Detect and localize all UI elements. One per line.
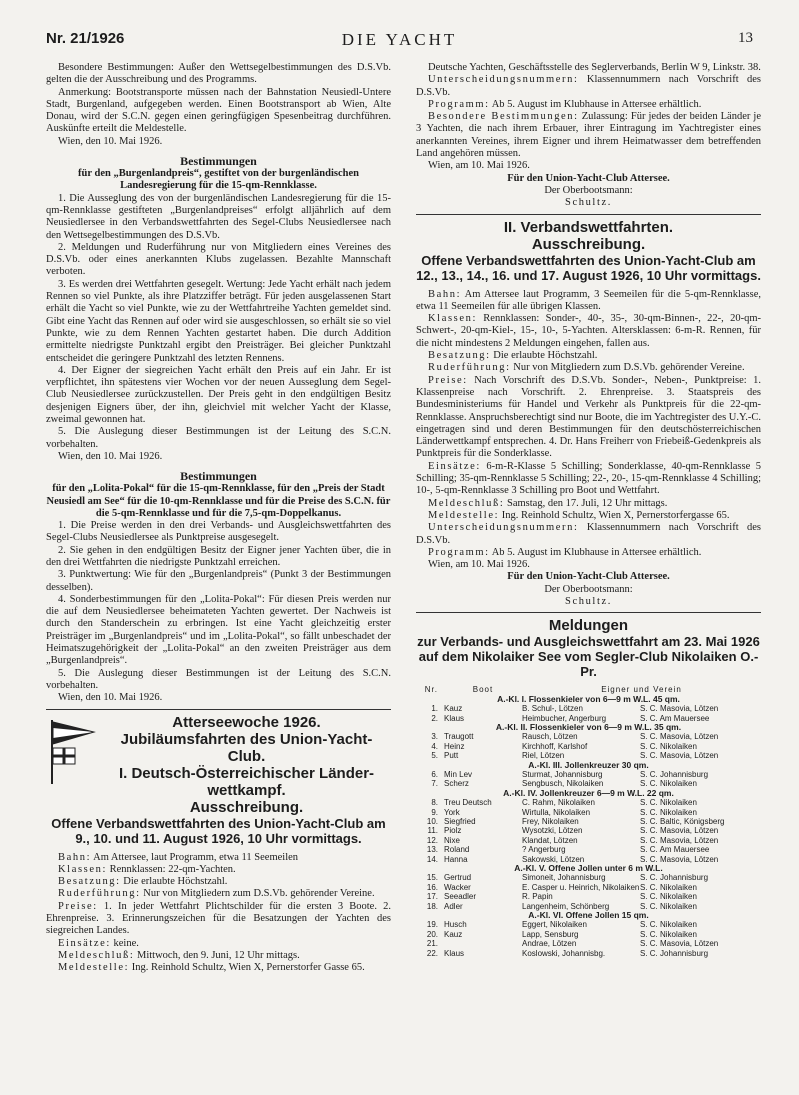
class-heading-row	[416, 789, 761, 798]
entry-number: 21.	[426, 939, 438, 949]
club-name: S. C. Masovia, Lötzen	[640, 704, 719, 714]
boat-name: Kauz	[444, 704, 463, 714]
owner-name: Wirtulla, Nikolaiken	[522, 807, 591, 817]
club-name: S. C. Masovia, Lötzen	[640, 939, 719, 949]
club-name: S. C. Nikolaiken	[640, 920, 697, 930]
table-row	[416, 949, 761, 958]
owner-name: Koslowski, Johannisbg.	[522, 948, 606, 958]
kv-paragraph: Meldeschluß: Samstag, den 17. Juli, 12 Uhr mittags.	[428, 497, 668, 509]
entry-number: 13.	[426, 845, 438, 855]
paragraph: 2. Meldungen und Ruderführung nur von Mitgliedern eines Vereines des D.S.Vb. oder eines anerkannten Klubs zugelassen. Bezahlte Mannschaft verboten.	[46, 241, 391, 278]
club-name: S. C. Nikolaiken	[640, 807, 697, 817]
entry-number: 8.	[431, 798, 438, 808]
signature-role: Der Oberbootsmann:	[544, 184, 633, 196]
boat-name: Min Lev	[444, 769, 473, 779]
table-row	[416, 732, 761, 741]
boat-name: Treu Deutsch	[444, 798, 492, 808]
owner-name: Sengbusch, Nikolaiken	[522, 779, 604, 789]
kv-paragraph: Klassen: Rennklassen: 22-qm-Yachten.	[58, 863, 236, 875]
kv-paragraph: Unterscheidungsnummern: Klassennummern nach Vorschrift des D.S.Vb.	[416, 74, 761, 98]
table-row	[416, 873, 761, 882]
club-name: S. C. Masovia, Lötzen	[640, 732, 719, 742]
paragraph: 1. Die Preise werden in den drei Verbands- und Ausgleichswettfahrten des Segel-Clubs Neusiedlersee als Punktpreise ausgesegelt.	[46, 520, 391, 544]
owner-name: Andrae, Lötzen	[522, 939, 577, 949]
column-header-boot: Boot	[472, 685, 494, 695]
class-heading: A.-Kl. V. Offene Jollen unter 6 m W.L.	[514, 863, 663, 873]
class-heading-row	[416, 695, 761, 704]
table-row	[416, 930, 761, 939]
attersee-header-block	[46, 714, 391, 816]
class-heading-row	[416, 723, 761, 732]
club-name: S. C. Baltic, Königsberg	[640, 816, 725, 826]
paragraph: 1. Die Ausseglung des von der burgenländischen Landesregierung für die 15-qm-Rennklasse gestifteten „Burgenlandpreises“ erfolgt alljährlich auf dem Neusiedlersee in den Verbandswettfahrten des Segel-Clubs Neusiedlersee nach den Wettsegelbestimmungen des D.S.Vb.	[46, 192, 391, 241]
owner-name: Riel, Lötzen	[522, 751, 565, 761]
entry-number: 19.	[426, 920, 438, 930]
entry-number: 7.	[431, 779, 438, 789]
headline: Ausschreibung.	[189, 798, 304, 816]
table-row	[416, 845, 761, 854]
table-row	[416, 836, 761, 845]
table-row	[416, 826, 761, 835]
kv-paragraph: Programm: Ab 5. August im Klubhause in Attersee erhältlich.	[428, 98, 702, 110]
date-line: Wien, am 10. Mai 1926.	[428, 559, 530, 571]
entry-number: 3.	[431, 732, 438, 742]
club-name: S. C. Am Mauersee	[640, 713, 710, 723]
boat-name: Traugott	[444, 732, 474, 742]
date-line: Wien, am 10. Mai 1926.	[428, 160, 530, 172]
divider	[416, 214, 761, 215]
event-title: Offene Verbandswettfahrten des Union-Yacht-Club am 9., 10. und 11. August 1926, 10 Uhr vormittags.	[51, 815, 386, 846]
section-heading: Bestimmungen	[180, 154, 257, 169]
class-heading-row	[416, 911, 761, 920]
owner-name: Kirchhoff, Karlshof	[522, 741, 588, 751]
class-heading: A.-Kl. VI. Offene Jollen 15 qm.	[528, 910, 649, 921]
entry-number: 12.	[426, 835, 438, 845]
boat-name: Roland	[444, 845, 470, 855]
paragraph: 3. Punktwertung: Wie für den „Burgenlandpreis“ (Punkt 3 der Bestimmungen desselben).	[46, 569, 391, 593]
owner-name: Simoneit, Johannisburg	[522, 873, 606, 883]
kv-paragraph: Besatzung: Die erlaubte Höchstzahl.	[428, 350, 598, 362]
club-name: S. C. Johannisburg	[640, 948, 709, 958]
signature-name: Schultz.	[565, 197, 612, 209]
club-name: S. C. Nikolaiken	[640, 779, 697, 789]
headline: Ausschreibung.	[531, 235, 646, 253]
club-name: S. C. Masovia, Lötzen	[640, 854, 719, 864]
club-name: S. C. Masovia, Lötzen	[640, 826, 719, 836]
section-subheading: für den „Lolita-Pokal“ für die 15-qm-Rennklasse, für den „Preis der Stadt Neusiedl am See“ für die 10-qm-Rennklasse und für die Preise des S.C.N. für die 5-qm-Rennklasse und für die 7,5-qm-Doppelkanus.	[46, 483, 391, 519]
kv-paragraph: Klassen: Rennklassen: Sonder-, 40-, 35-, 30-qm-Binnen-, 22-, 20-qm-Schwert-, 20-qm-Kiel-, 15-, 10-, 5-Yachten. Altersklassen: 6-m-R. Rennen, für die nicht mindestens 2 Meldungen eingehen, fallen aus.	[416, 313, 761, 349]
owner-name: C. Rahm, Nikolaiken	[522, 798, 595, 808]
table-row	[416, 892, 761, 901]
left-column	[46, 62, 391, 975]
headline: Atterseewoche 1926.	[172, 713, 321, 731]
column-header-owner: Eigner und Verein	[601, 685, 682, 695]
event-title: Offene Verbandswettfahrten des Union-Yacht-Club am 12., 13., 14., 16. und 17. August 1926, 10 Uhr vormittags.	[416, 252, 761, 283]
paragraph: 2. Sie gehen in den endgültigen Besitz der Eigner jener Yachten über, die in den drei Wettfahrten die niedrigste Punktzahl erreichen.	[46, 544, 391, 568]
page-number: 13	[738, 30, 753, 46]
kv-paragraph: Unterscheidungsnummern: Klassennummern nach Vorschrift des D.S.Vb.	[416, 522, 761, 546]
boat-name	[444, 939, 522, 948]
kv-paragraph: Meldestelle: Ing. Reinhold Schultz, Wien X, Pernerstorfergasse 65.	[428, 509, 730, 521]
owner-name: Sturmat, Johannisburg	[522, 769, 603, 779]
club-name: S. C. Masovia, Lötzen	[640, 835, 719, 845]
signature-role: Der Oberbootsmann:	[544, 583, 633, 595]
owner-name: Lapp, Sensburg	[522, 929, 579, 939]
kv-paragraph: Preise: Nach Vorschrift des D.S.Vb. Sonder-, Neben-, Punktpreise: 1. Klassenpreise nach Vorschrift. 2. Ehrenpreise. 3. Staatspreis des Bundesministeriums für Handel und Verkehr als Punktpreis für die 22-qm-Rennklasse. Anspruchsberechtigt sind nur Boote, die im Yachtregister des U.Y.-C. eingetragen sind und deren Bestimmungen für den deutschösterreichischen Länderwettkampf entsprechen. 4. Dr. Hans Freiherr von Friebeiß-Gedenkpreis als Punktpreis für die Sonderklasse.	[416, 374, 761, 460]
table-row	[416, 808, 761, 817]
entry-number: 10.	[426, 816, 438, 826]
club-name: S. C. Nikolaiken	[640, 901, 697, 911]
club-name: S. C. Johannisburg	[640, 873, 709, 883]
entry-number: 20.	[426, 929, 438, 939]
kv-paragraph: Bahn: Am Attersee, laut Programm, etwa 11 Seemeilen	[58, 851, 299, 863]
magazine-title: DIE YACHT	[341, 30, 458, 49]
headline: I. Deutsch-Österreichischer Länder-	[118, 764, 375, 782]
boat-name: York	[444, 807, 460, 817]
paragraph: Besondere Bestimmungen: Außer den Wettsegelbestimmungen des D.S.Vb. gelten die der Ausschreibung und des Programms.	[46, 62, 391, 86]
kv-paragraph: Ruderführung: Nur von Mitgliedern zum D.S.Vb. gehörender Vereine.	[428, 362, 745, 374]
owner-name: Klandat, Lötzen	[522, 835, 578, 845]
boat-name: Siegfried	[444, 816, 476, 826]
paragraph: 3. Es werden drei Wettfahrten gesegelt. Wertung: Jede Yacht erhält nach jedem Rennen so viel Punkte, als ihre Platzziffer beträgt. Für jeden ausgelassenen Start erhält die Yacht so viel Punkte, wie zu der Wettfahrtreihe Yachten gemeldet sind. Gibt eine Yacht das Rennen auf oder wird sie ausgeschlossen, so erhält sie so viel Punkte, wie zu dem Rennen Yachten gestartet haben. Die durch Addition ermittelte niedrigste Punktzahl ergibt den Preisträger. Bei gleicher Punktzahl entscheidet die geringere Punktzahl des letzten Rennens.	[46, 278, 391, 364]
class-heading-row	[416, 761, 761, 770]
boat-name: Scherz	[444, 779, 469, 789]
boat-name: Kauz	[444, 929, 463, 939]
section-heading: Bestimmungen	[180, 469, 257, 484]
class-heading: A.-Kl. II. Flossenkieler von 6—9 m W.L. 35 qm.	[495, 721, 682, 732]
entries-table	[416, 685, 761, 958]
table-row	[416, 704, 761, 713]
class-heading: A.-Kl. III. Jollenkreuzer 30 qm.	[528, 759, 649, 770]
entry-number: 5.	[431, 751, 438, 761]
entry-number: 17.	[426, 892, 438, 902]
signature-name: Schultz.	[565, 595, 612, 607]
headline: Jubiläumsfahrten des Union-Yacht-Club.	[120, 730, 373, 765]
paragraph: Deutsche Yachten, Geschäftsstelle des Seglerverbands, Berlin W 9, Linkstr. 38.	[428, 62, 761, 73]
boat-name: Adler	[444, 901, 463, 911]
club-name: S. C. Nikolaiken	[640, 798, 697, 808]
kv-paragraph: Bahn: Am Attersee laut Programm, 3 Seemeilen für die 5-qm-Rennklasse, etwa 11 Seemeilen für alle übrigen Klassen.	[416, 288, 761, 312]
kv-paragraph: Meldeschluß: Mittwoch, den 9. Juni, 12 Uhr mittags.	[58, 949, 300, 961]
paragraph: 4. Sonderbestimmungen für den „Lolita-Pokal“: Für diesen Preis werden nur die auf dem Neusiedlersee beheimateten Yachten gewertet. Der Nachweis ist durch den Standerschein zu erbringen. Ist eine Yacht gleichzeitig erster Preisträger im „Burgenlandpreis“ und im „Lolita-Pokal“, so fällt unbeschadet der Heimatszugehörigkeit der „Lolita-Pokal“ an den zweiten Preisträger aus dem „Burgenlandpreis“.	[46, 593, 391, 667]
table-row	[416, 742, 761, 751]
signature-club: Für den Union-Yacht-Club Attersee.	[507, 172, 670, 184]
club-name: S. C. Nikolaiken	[640, 892, 697, 902]
entry-number: 14.	[426, 854, 438, 864]
owner-name: Heimbucher, Angerburg	[522, 713, 607, 723]
owner-name: R. Papin	[522, 892, 553, 902]
boat-name: Putt	[444, 751, 459, 761]
club-name: S. C. Nikolaiken	[640, 929, 697, 939]
boat-name: Piolz	[444, 826, 462, 836]
owner-name: Wysotzki, Lötzen	[522, 826, 583, 836]
issue-number: Nr. 21/1926	[46, 30, 125, 47]
entry-number: 1.	[431, 704, 438, 714]
owner-name: Rausch, Lötzen	[522, 732, 578, 742]
kv-paragraph: Besondere Bestimmungen: Zulassung: Für jedes der beiden Länder je 3 Yachten, die nach ihrem Erbauer, ihrer Eintragung im Yachtregister eines anerkannten Vereines, ihrem Eigner und ihrem Heimatwasser dem betreffenden Land angehören müssen.	[416, 111, 761, 160]
club-name: S. C. Johannisburg	[640, 769, 709, 779]
owner-name: B. Schul-, Lötzen	[522, 704, 583, 714]
club-name: S. C. Masovia, Lötzen	[640, 751, 719, 761]
entry-number: 11.	[427, 826, 438, 836]
boat-name: Hanna	[444, 854, 468, 864]
boat-name: Husch	[444, 920, 467, 930]
section-subheading: für den „Burgenlandpreis“, gestiftet von der burgenländischen Landesregierung für die 15-qm-Rennklasse.	[78, 168, 359, 192]
owner-name: ? Angerburg	[522, 845, 566, 855]
owner-name: Frey, Nikolaiken	[522, 816, 579, 826]
headline: wettkampf.	[207, 781, 286, 799]
class-heading: A.-Kl. I. Flossenkieler von 6—9 m W.L. 45 qm.	[497, 693, 680, 704]
entry-number: 2.	[431, 713, 438, 723]
entry-number: 4.	[431, 741, 438, 751]
entry-number: 6.	[431, 769, 438, 779]
owner-name: Eggert, Nikolaiken	[522, 920, 587, 930]
paragraph: Anmerkung: Bootstransporte müssen nach der Bahnstation Neusiedl-Untere Stadt, Burgenland, aufgegeben werden. Einen Bootstransport ab Wien, Alte Donau, wird der S.C.N. gegen einen geringfügigen Spesenbeitrag durchführen. Auskünfte erteilt die Meldestelle.	[46, 86, 391, 135]
class-heading: A.-Kl. IV. Jollenkreuzer 6—9 m W.L. 22 qm.	[503, 787, 674, 798]
headline: Meldungen	[548, 617, 629, 635]
kv-paragraph: Besatzung: Die erlaubte Höchstzahl.	[58, 876, 228, 888]
kv-paragraph: Programm: Ab 5. August im Klubhause in Attersee erhältlich.	[428, 546, 702, 558]
club-pennant-icon	[46, 718, 96, 786]
entry-number: 18.	[426, 901, 438, 911]
club-name: S. C. Nikolaiken	[640, 882, 697, 892]
table-row	[416, 817, 761, 826]
table-row	[416, 939, 761, 948]
date-line: Wien, den 10. Mai 1926.	[58, 450, 163, 462]
column-header-nr: Nr.	[424, 685, 438, 695]
right-column	[416, 62, 761, 958]
kv-paragraph: Preise: 1. In jeder Wettfahrt Plichtschilder für die ersten 3 Boote. 2. Ehrenpreise. 3. Erinnerungszeichen für die Besatzungen der Yachten des siegreichen Landes.	[46, 900, 391, 937]
boat-name: Seeadler	[444, 892, 477, 902]
event-title: zur Verbands- und Ausgleichswettfahrt am 23. Mai 1926 auf dem Nikolaiker See vom Segler-Club Nikolaiken O.-Pr.	[417, 634, 760, 680]
club-name: S. C. Nikolaiken	[640, 741, 697, 751]
paragraph: 5. Die Auslegung dieser Bestimmungen ist der Leitung des S.C.N. vorbehalten.	[46, 667, 391, 691]
date-line: Wien, den 10. Mai 1926.	[58, 135, 163, 147]
entry-number: 16.	[426, 882, 438, 892]
divider	[416, 612, 761, 613]
entry-number: 9.	[431, 807, 438, 817]
table-row	[416, 920, 761, 929]
boat-name: Heinz	[444, 741, 465, 751]
divider	[46, 709, 391, 710]
owner-name: Sakowski, Lötzen	[522, 854, 585, 864]
signature-club: Für den Union-Yacht-Club Attersee.	[507, 571, 670, 583]
table-row	[416, 770, 761, 779]
date-line: Wien, den 10. Mai 1926.	[58, 692, 163, 704]
boat-name: Klaus	[444, 948, 465, 958]
class-heading-row	[416, 864, 761, 873]
kv-paragraph: Einsätze: 6-m-R-Klasse 5 Schilling; Sonderklasse, 40-qm-Rennklasse 5 Schilling; 35-qm-Rennklasse 5 Schilling; 22-, 20-, 15-qm-Rennklasse 4 Schilling; 10-, 5-qm-Rennklasse 3 Schilling pro Boot und Wettfahrt.	[416, 460, 761, 497]
boat-name: Klaus	[444, 713, 465, 723]
owner-name: Langenheim, Schönberg	[522, 901, 610, 911]
entry-number: 15.	[426, 873, 438, 883]
kv-paragraph: Meldestelle: Ing. Reinhold Schultz, Wien X, Pernerstorfer Gasse 65.	[58, 962, 365, 974]
kv-paragraph: Einsätze: keine.	[58, 937, 139, 949]
table-row	[416, 883, 761, 892]
paragraph: 5. Die Auslegung dieser Bestimmungen ist der Leitung des S.C.N. vorbehalten.	[46, 426, 391, 450]
headline: II. Verbandswettfahrten.	[503, 218, 674, 236]
table-row	[416, 798, 761, 807]
club-name: S. C. Am Mauersee	[640, 845, 710, 855]
entry-number: 22.	[426, 948, 438, 958]
boat-name: Gertrud	[444, 873, 472, 883]
paragraph: 4. Der Eigner der siegreichen Yacht erhält den Preis auf ein Jahr. Er ist verpflichtet, ihn spätestens vier Wochen vor der neuen Ausseglung dem Segel-Club Neusiedlersee zurückzustellen. Der Preis geht in den endgültigen Besitz desjenigen Eigners über, der ihn, gleichviel mit welcher Yacht der Klasse, zweimal gewonnen hat.	[46, 364, 391, 426]
boat-name: Wacker	[444, 882, 471, 892]
boat-name: Nixe	[444, 835, 461, 845]
owner-name: E. Casper u. Heinrich, Nikolaiken	[522, 882, 640, 892]
kv-paragraph: Ruderführung: Nur von Mitgliedern zum D.S.Vb. gehörender Vereine.	[58, 888, 375, 900]
